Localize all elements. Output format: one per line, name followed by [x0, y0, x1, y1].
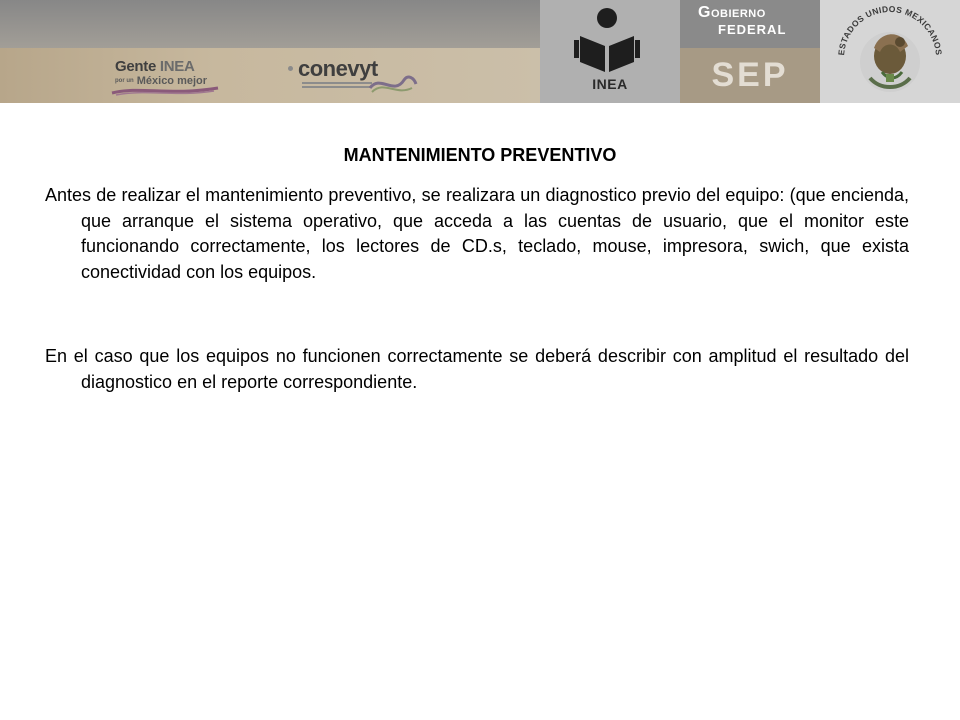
conevyt-wordmark: conevyt	[298, 56, 378, 81]
national-seal-block	[820, 0, 960, 103]
gente-swoosh-icon	[110, 84, 220, 96]
inea-word: INEA	[159, 58, 195, 75]
mexico-mejor-text: México mejor	[136, 75, 208, 87]
federal-text: FEDERAL	[718, 22, 787, 37]
paragraph-diagnostico-previo: Antes de realizar el mantenimiento preventivo, se realizara un diagnostico previo del equipo: (que encienda, que arranque el sistema operativo, que acceda a las cuentas de usuario, que el monitor este funcionando correctamente, los lectores de CD.s, teclado, mouse, impresora, swich, que exista conectividad con los equipos.	[45, 185, 909, 282]
sep-logo-text: SEP	[711, 56, 789, 94]
banner-left-panel	[0, 0, 540, 103]
conevyt-fine-print	[302, 82, 372, 84]
paragraph-reporte: En el caso que los equipos no funcionen correctamente se deberá describir con amplitud el resultado del diagnostico en el reporte correspondiente.	[45, 346, 909, 392]
sep-logo	[680, 48, 820, 103]
gente-inea-logo	[110, 58, 230, 98]
por-un-text: por un	[115, 78, 134, 85]
gente-word: Gente	[115, 58, 160, 75]
gente-inea-title	[115, 58, 195, 75]
banner-grey-strip	[0, 0, 540, 48]
inea-logo	[540, 0, 680, 103]
conevyt-swirl-icon	[368, 72, 418, 94]
conevyt-logo	[288, 58, 428, 98]
gobierno-text: Gobierno	[698, 4, 766, 21]
banner-tan-band	[0, 48, 540, 103]
gobierno-federal-logo	[680, 0, 820, 48]
inea-logo-text: INEA	[592, 76, 628, 92]
reader-figure-icon	[572, 6, 642, 72]
document-title: MANTENIMIENTO PREVENTIVO	[343, 145, 617, 165]
svg-text:ESTADOS UNIDOS MEXICANOS: ESTADOS UNIDOS MEXICANOS	[836, 3, 944, 56]
header-banner	[0, 0, 960, 103]
conevyt-dot-icon	[288, 66, 293, 71]
mexican-eagle-seal-icon	[830, 0, 950, 103]
